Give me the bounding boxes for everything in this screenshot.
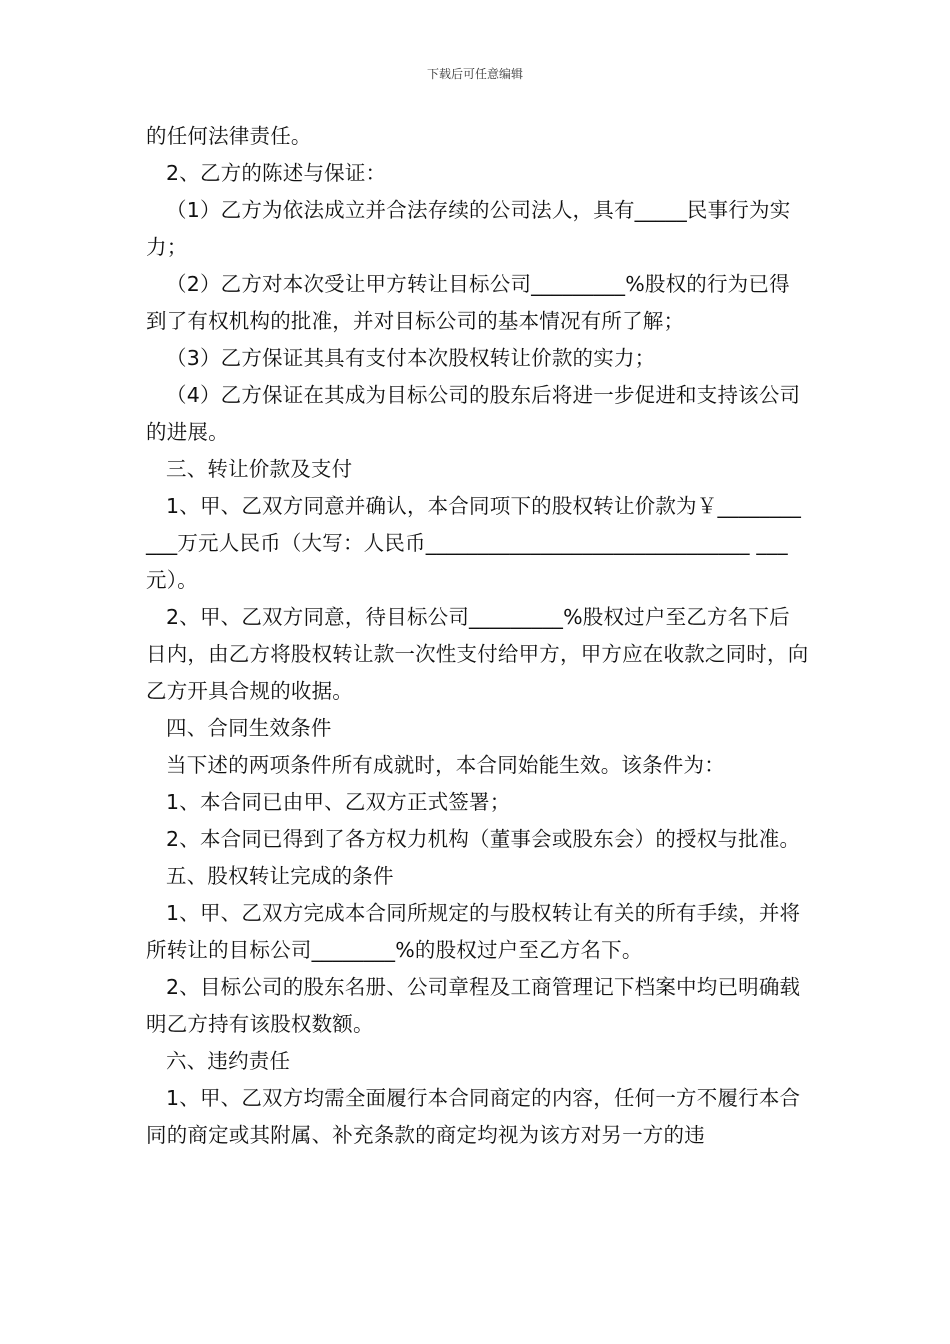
party-b-statement-1: （1）乙方为依法成立并合法存续的公司法人，具有_____民事行为实力； [146,198,791,259]
section-heading-transfer-completion: 五、股权转让完成的条件 [166,864,394,888]
section-heading-effective-conditions: 四、合同生效条件 [166,716,332,740]
liability-clause-1: 1、甲、乙双方均需全面履行本合同商定的内容，任何一方不履行本合同的商定或其附属、补充条款的商定均视为该方对另一方的违 [146,1086,801,1147]
transfer-completion-2: 2、目标公司的股东名册、公司章程及工商管理记下档案中均已明确载明乙方持有该股权数额。 [146,975,801,1036]
party-b-statement-3: （3）乙方保证其具有支付本次股权转让价款的实力； [166,346,656,370]
party-b-statement-2: （2）乙方对本次受让甲方转让目标公司_________%股权的行为已得到了有权机构的批准，并对目标公司的基本情况有所了解； [146,272,790,333]
section-heading-price-payment: 三、转让价款及支付 [166,457,353,481]
effective-condition-1: 1、本合同已由甲、乙双方正式签署； [166,790,511,814]
price-clause-1: 1、甲、乙双方同意并确认，本合同项下的股权转让价款为￥___________万元人民币（大写：人民币_______________________________ ___元）。 [146,494,802,592]
effective-condition-2: 2、本合同已得到了各方权力机构（董事会或股东会）的授权与批准。 [166,827,801,851]
section-heading-liability: 六、违约责任 [166,1049,291,1073]
section-heading-party-b-statements: 2、乙方的陈述与保证： [166,161,387,185]
transfer-completion-1: 1、甲、乙双方完成本合同所规定的与股权转让有关的所有手续，并将所转让的目标公司________%的股权过户至乙方名下。 [146,901,801,962]
paragraph-continuation: 的任何法律责任。 [146,124,312,148]
party-b-statement-4: （4）乙方保证在其成为目标公司的股东后将进一步促进和支持该公司的进展。 [146,383,801,444]
page-header: 下载后可任意编辑 [426,67,523,81]
document-body [146,118,810,1154]
effective-conditions-intro: 当下述的两项条件所有成就时，本合同始能生效。该条件为： [166,753,725,777]
price-clause-2: 2、甲、乙双方同意，待目标公司_________%股权过户至乙方名下后日内，由乙方将股权转让款一次性支付给甲方，甲方应在收款之同时，向乙方开具合规的收据。 [146,605,809,703]
